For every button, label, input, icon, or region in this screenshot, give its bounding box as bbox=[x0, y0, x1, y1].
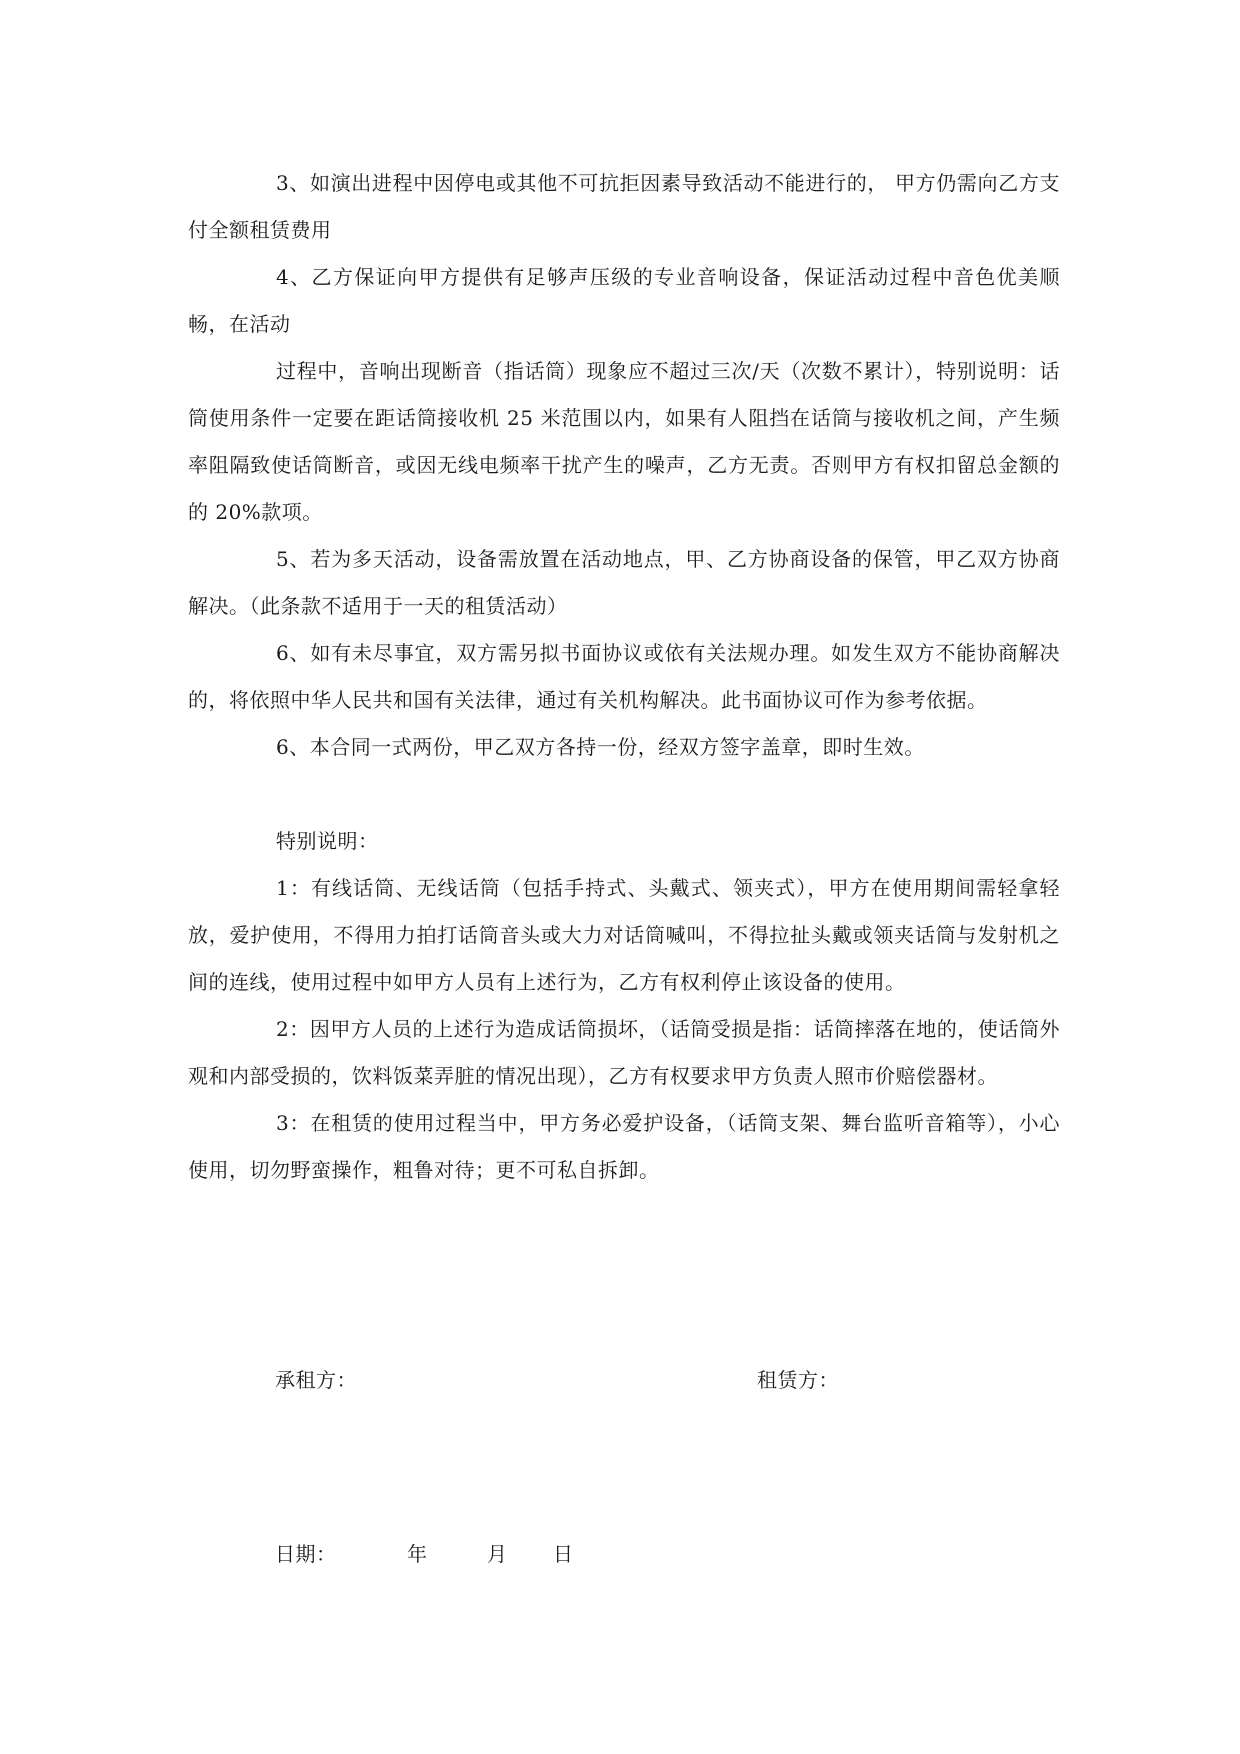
date-year: 年 bbox=[407, 1542, 428, 1566]
special-item-3: 3：在租赁的使用过程当中，甲方务必爱护设备，（话筒支架、舞台监听音箱等），小心使用，切勿野蛮操作，粗鲁对待；更不可私自拆卸。 bbox=[188, 1111, 1060, 1182]
special-item-1: 1：有线话筒、无线话筒（包括手持式、头戴式、领夹式），甲方在使用期间需轻拿轻放，爱护使用，不得用力拍打话筒音头或大力对话筒喊叫，不得拉扯头戴或领夹话筒与发射机之间的连线，使用过程中如甲方人员有上述行为，乙方有权利停止该设备的使用。 bbox=[188, 876, 1060, 994]
date-label: 日期： bbox=[275, 1542, 337, 1566]
contract-body bbox=[188, 160, 1060, 1194]
clause-6b: 6、本合同一式两份，甲乙双方各持一份，经双方签字盖章，即时生效。 bbox=[276, 735, 925, 759]
clause-4-continued: 过程中，音响出现断音（指话筒）现象应不超过三次/天（次数不累计），特别说明：话筒使用条件一定要在距话筒接收机 25 米范围以内，如果有人阻挡在话筒与接收机之间，产生频率阻隔致使话筒断音，或因无线电频率干扰产生的噪声，乙方无责。否则甲方有权扣留总金额的的 20%款项。 bbox=[188, 359, 1060, 524]
clause-6: 6、如有未尽事宜，双方需另拟书面协议或依有关法规办理。如发生双方不能协商解决的，将依照中华人民共和国有关法律，通过有关机构解决。此书面协议可作为参考依据。 bbox=[188, 641, 1060, 712]
clause-3: 3、如演出进程中因停电或其他不可抗拒因素导致活动不能进行的， 甲方仍需向乙方支付全额租赁费用 bbox=[188, 171, 1060, 242]
lessor-label: 租赁方： bbox=[757, 1368, 839, 1392]
lessee-label: 承租方： bbox=[275, 1368, 357, 1392]
clause-5: 5、若为多天活动，设备需放置在活动地点，甲、乙方协商设备的保管，甲乙双方协商解决。（此条款不适用于一天的租赁活动） bbox=[188, 547, 1060, 618]
date-month: 月 bbox=[487, 1542, 508, 1566]
special-item-2: 2：因甲方人员的上述行为造成话筒损坏，（话筒受损是指：话筒摔落在地的，使话筒外观和内部受损的，饮料饭菜弄脏的情况出现），乙方有权要求甲方负责人照市价赔偿器材。 bbox=[188, 1017, 1060, 1088]
special-heading: 特别说明： bbox=[276, 829, 379, 853]
clause-4: 4、乙方保证向甲方提供有足够声压级的专业音响设备，保证活动过程中音色优美顺畅，在活动 bbox=[188, 265, 1060, 336]
date-day: 日 bbox=[553, 1542, 574, 1566]
